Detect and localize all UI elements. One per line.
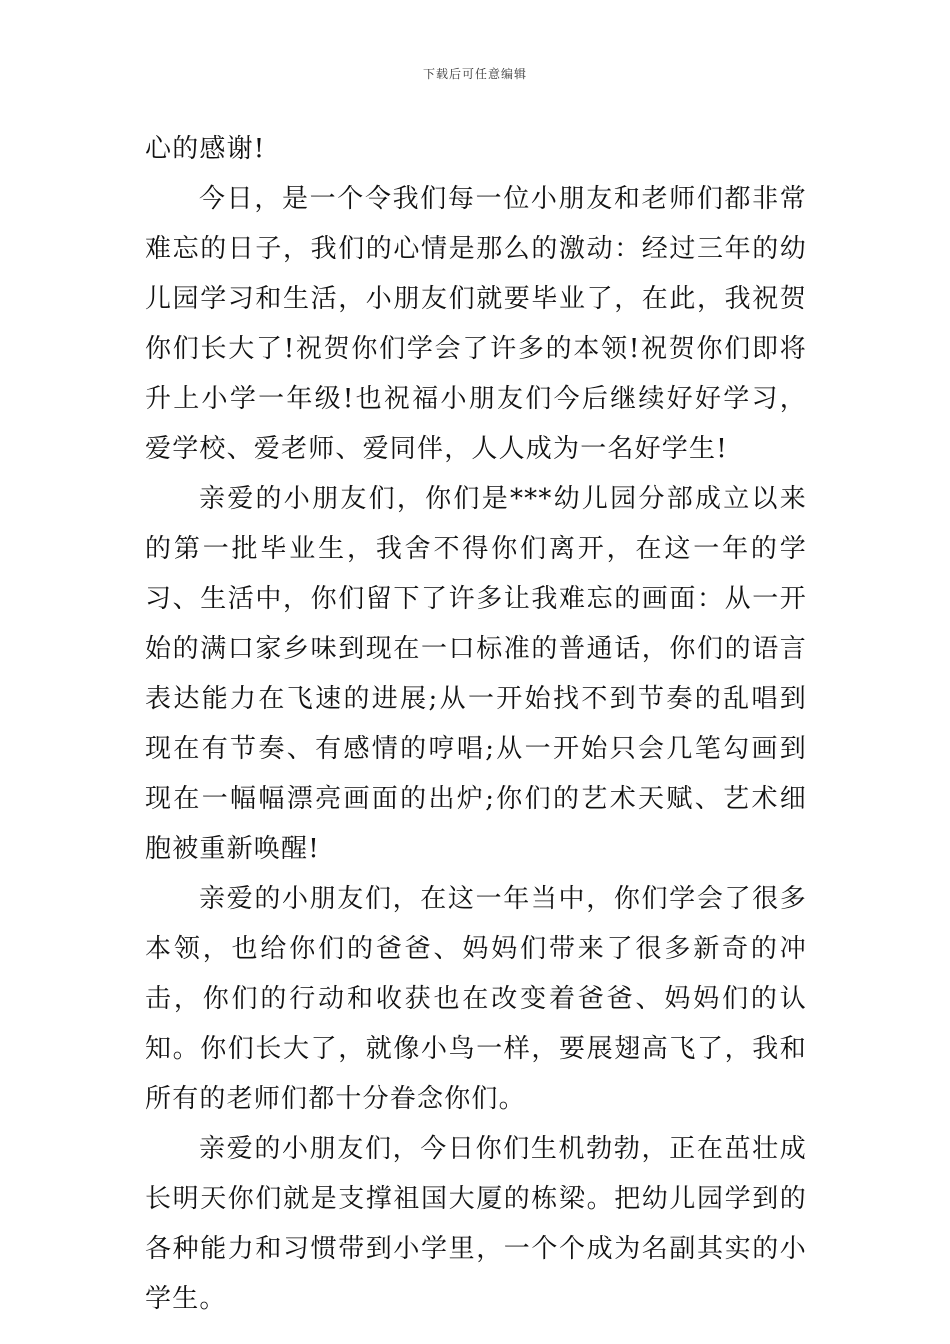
paragraph: 今日，是一个令我们每一位小朋友和老师们都非常难忘的日子，我们的心情是那么的激动：经过三年的幼儿园学习和生活，小朋友们就要毕业了，在此，我祝贺你们长大了!祝贺你们学会了许多的本领!祝贺你们即将升上小学一年级!也祝福小朋友们今后继续好好学习，爱学校、爱老师、爱同伴，人人成为一名好学生! [145,184,807,464]
paragraph: 亲爱的小朋友们，你们是***幼儿园分部成立以来的第一批毕业生，我舍不得你们离开，在这一年的学习、生活中，你们留下了许多让我难忘的画面：从一开始的满口家乡味到现在一口标准的普通话，你们的语言表达能力在飞速的进展;从一开始找不到节奏的乱唱到现在有节奏、有感情的哼唱;从一开始只会几笔勾画到现在一幅幅漂亮画面的出炉;你们的艺术天赋、艺术细胞被重新唤醒! [145,484,807,864]
paragraph: 亲爱的小朋友们，今日你们生机勃勃，正在茁壮成长明天你们就是支撑祖国大厦的栋梁。把幼儿园学到的各种能力和习惯带到小学里，一个个成为名副其实的小学生。 [145,1134,807,1314]
document-body [145,124,807,1324]
page-header: 下载后可任意编辑 [422,67,527,81]
paragraph: 亲爱的小朋友们，在这一年当中，你们学会了很多本领，也给你们的爸爸、妈妈们带来了很多新奇的冲击，你们的行动和收获也在改变着爸爸、妈妈们的认知。你们长大了，就像小鸟一样，要展翅高飞了，我和所有的老师们都十分眷念你们。 [145,884,807,1114]
paragraph-continuation: 心的感谢! [145,134,266,164]
